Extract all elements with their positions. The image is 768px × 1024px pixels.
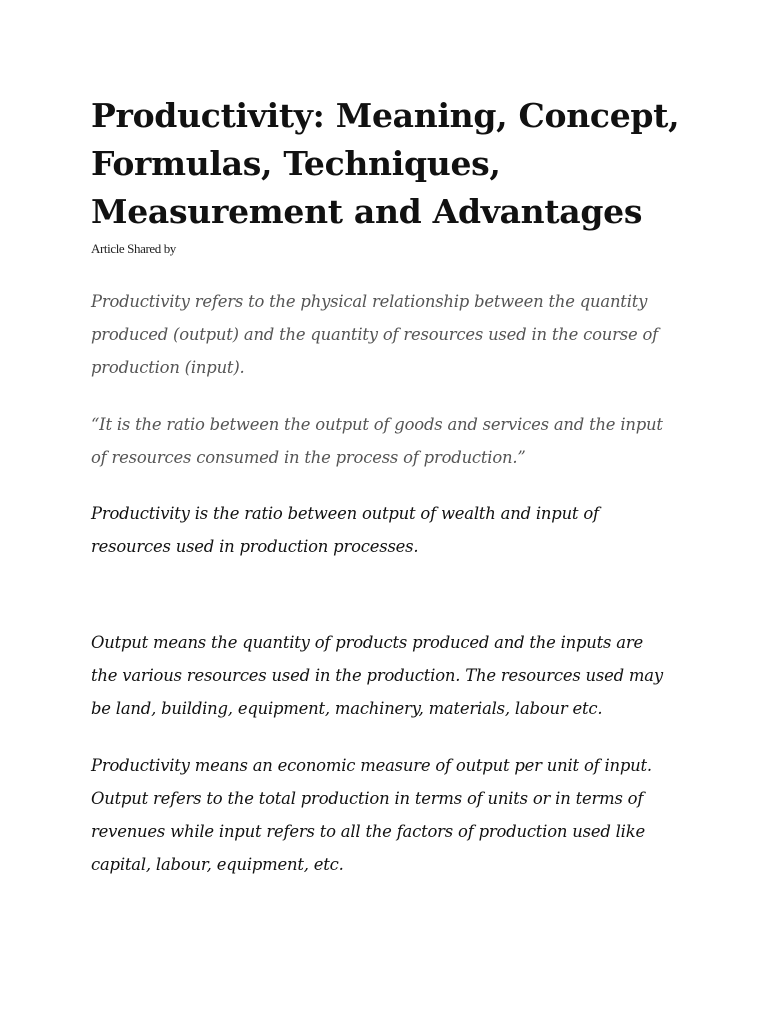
text-line: Output refers to the total production in terms of units or in terms of	[91, 789, 644, 808]
paragraph-economic-measure	[91, 749, 652, 881]
text-line: Productivity is the ratio between output of wealth and input of	[91, 504, 599, 523]
text-line: Productivity refers to the physical relationship between the quantity	[91, 292, 648, 311]
paragraph-quote	[91, 408, 663, 474]
text-line: be land, building, equipment, machinery, materials, labour etc.	[91, 699, 603, 718]
text-line: production (input).	[91, 358, 245, 377]
text-line: of resources consumed in the process of production.”	[91, 448, 526, 467]
text-line: resources used in production processes.	[91, 537, 419, 556]
paragraph-ratio	[91, 497, 599, 563]
text-line: capital, labour, equipment, etc.	[91, 855, 344, 874]
article-title	[91, 92, 679, 236]
title-line: Productivity: Meaning, Concept,	[91, 96, 680, 135]
text-line: produced (output) and the quantity of resources used in the course of	[91, 325, 658, 344]
text-line: Output means the quantity of products produced and the inputs are	[91, 633, 643, 652]
text-line: revenues while input refers to all the factors of production used like	[91, 822, 645, 841]
text-line: “It is the ratio between the output of goods and services and the input	[91, 415, 663, 434]
paragraph-output	[91, 626, 663, 725]
title-line: Measurement and Advantages	[91, 192, 643, 231]
text-line: Productivity means an economic measure of output per unit of input.	[91, 756, 652, 775]
title-line: Formulas, Techniques,	[91, 144, 501, 183]
byline: Article Shared by	[91, 241, 176, 256]
text-line: the various resources used in the production. The resources used may	[91, 666, 663, 685]
paragraph-definition	[91, 285, 658, 384]
